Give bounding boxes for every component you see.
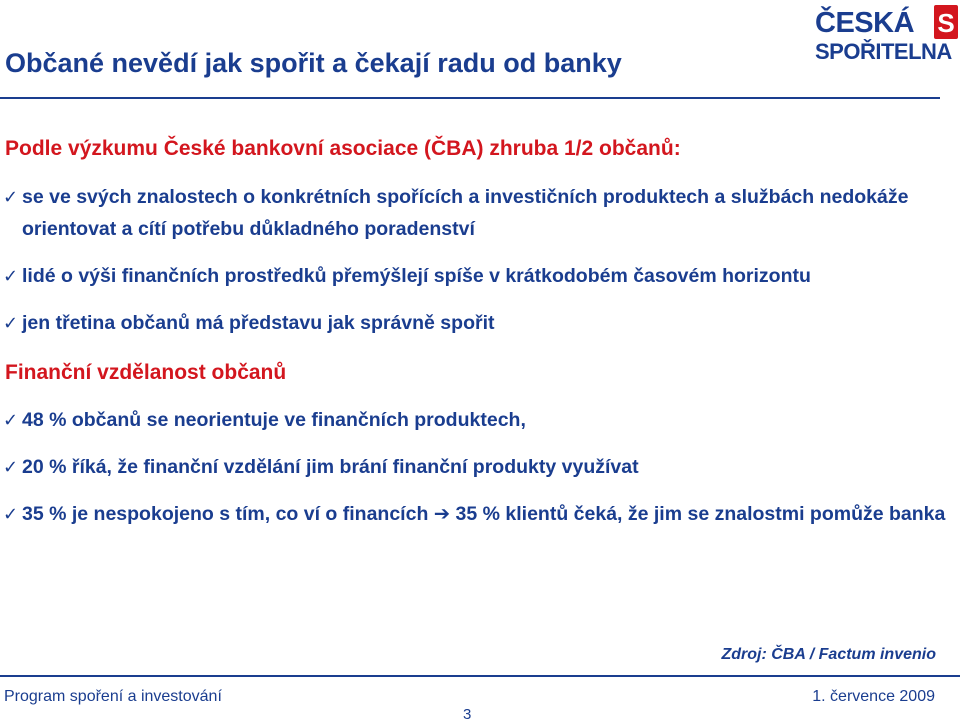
footer-divider	[0, 675, 960, 677]
page-number: 3	[463, 706, 472, 723]
bullet-item	[3, 260, 948, 292]
footer-date: 1. července 2009	[812, 688, 935, 705]
logo-line-2: SPOŘITELNA	[815, 39, 952, 64]
bullet-item	[3, 181, 948, 245]
bullet-item	[3, 451, 948, 483]
check-icon: ✓	[3, 457, 19, 477]
bullet-text: jen třetina občanů má představu jak správně spořit	[22, 312, 495, 334]
section-heading-research: Podle výzkumu České bankovní asociace (ČBA) zhruba 1/2 občanů:	[5, 137, 681, 160]
footer-program-name: Program spoření a investování	[4, 688, 222, 705]
logo-s-mark-icon	[934, 5, 958, 39]
bullet-item	[3, 307, 948, 339]
bullet-item	[3, 498, 948, 530]
check-icon: ✓	[3, 313, 19, 333]
check-icon: ✓	[3, 266, 19, 286]
title-divider	[0, 97, 940, 99]
logo-line-1: ČESKÁ	[815, 7, 915, 39]
bullet-item	[3, 404, 948, 436]
bullet-text: 48 % občanů se neorientuje ve finančních produktech,	[22, 409, 526, 431]
check-icon: ✓	[3, 504, 19, 524]
section-heading-literacy: Finanční vzdělanost občanů	[5, 361, 287, 384]
source-note: Zdroj: ČBA / Factum invenio	[721, 646, 936, 663]
check-icon: ✓	[3, 187, 19, 207]
bullet-text: 20 % říká, že finanční vzdělání jim brání finanční produkty využívat	[22, 456, 639, 478]
ceska-sporitelna-logo	[815, 5, 960, 69]
svg-text:S: S	[937, 8, 955, 38]
check-icon: ✓	[3, 410, 19, 430]
bullet-text: 35 % je nespokojeno s tím, co ví o financích ➔ 35 % klientů čeká, že jim se znalostmi pomůže banka	[22, 503, 946, 525]
slide-title: Občané nevědí jak spořit a čekají radu od banky	[5, 48, 622, 78]
bullet-text: lidé o výši finančních prostředků přemýšlejí spíše v krátkodobém časovém horizontu	[22, 265, 811, 287]
bullet-text: se ve svých znalostech o konkrétních spořících a investičních produktech a službách nedokáže orientovat a cítí potřebu důkladného poradenství	[22, 186, 909, 240]
